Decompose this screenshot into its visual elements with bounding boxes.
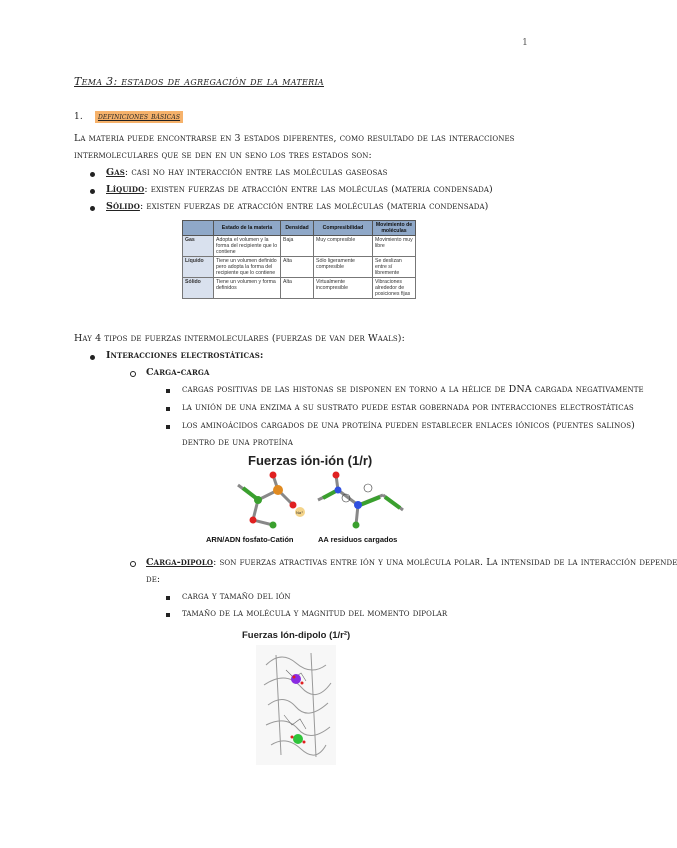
bullet-icon xyxy=(90,206,95,211)
subsection-label: Carga-dipolo xyxy=(146,557,214,568)
table-row xyxy=(183,278,416,299)
table-row xyxy=(183,236,416,257)
table-cell: Muy compresible xyxy=(314,236,373,257)
molecule-figure-ion-ion xyxy=(218,470,418,532)
subsection-label: Carga-carga xyxy=(146,367,210,378)
state-term: Sólido xyxy=(106,201,140,212)
state-text: : casi no hay interacción entre las moléculas gaseosas xyxy=(124,167,388,178)
table-header: Densidad xyxy=(281,221,314,236)
table-header: Compresibilidad xyxy=(314,221,373,236)
states-table xyxy=(182,220,416,299)
page-title: Tema 3: estados de agregación de la materia xyxy=(74,75,324,88)
table-cell: Alta xyxy=(281,278,314,299)
square-bullet-icon xyxy=(166,407,170,411)
figure-title: Fuerzas ión-ión (1/r) xyxy=(248,453,373,468)
figure-caption-left: ARN/ADN fosfato-Catión xyxy=(206,535,294,544)
bullet-icon xyxy=(90,172,95,177)
square-bullet-icon xyxy=(166,596,170,600)
circle-bullet-icon xyxy=(130,371,136,377)
bullet-icon xyxy=(90,189,95,194)
table-row xyxy=(183,257,416,278)
table-cell: Baja xyxy=(281,236,314,257)
table-cell: Vibraciones alrededor de posiciones fijas xyxy=(373,278,416,299)
bullet-icon xyxy=(90,355,95,360)
square-bullet-icon xyxy=(166,425,170,429)
table-cell: Alta xyxy=(281,257,314,278)
table-cell: Sólido xyxy=(183,278,214,299)
figure-title: Fuerzas Ión-dipolo (1/r²) xyxy=(242,630,351,641)
table-header xyxy=(183,221,214,236)
table-cell: Gas xyxy=(183,236,214,257)
section-number: 1. xyxy=(74,112,83,122)
table-header-row xyxy=(183,221,416,236)
state-text: : existen fuerzas de atracción entre las moléculas (materia condensada) xyxy=(139,201,489,212)
table-cell: Sólo ligeramente compresible xyxy=(314,257,373,278)
table-cell: Movimiento muy libre xyxy=(373,236,416,257)
page-number: 1 xyxy=(522,38,528,48)
table-header: Movimiento de moléculas xyxy=(373,221,416,236)
ion-label: Na⁺ xyxy=(296,510,304,515)
square-bullet-icon xyxy=(166,389,170,393)
table-cell: Tiene un volumen y forma definidos xyxy=(214,278,281,299)
forces-intro: Hay 4 tipos de fuerzas intermoleculares (fuerzas de van der Waals): xyxy=(74,333,405,344)
state-term: Gas xyxy=(106,167,125,178)
section-label: definiciones básicas xyxy=(95,111,183,123)
table-cell: Virtualmente incompresible xyxy=(314,278,373,299)
section-heading xyxy=(74,112,183,122)
subsection-text-continuation: de: xyxy=(146,574,161,585)
state-text: : existen fuerzas de atracción entre las moléculas (materia condensada) xyxy=(144,184,493,195)
square-bullet-icon xyxy=(166,613,170,617)
figure-caption-right: AA residuos cargados xyxy=(318,535,398,544)
table-cell: Adopta el volumen y la forma del recipiente que lo contiene xyxy=(214,236,281,257)
protein-structure-figure xyxy=(256,645,336,765)
list-item-continuation: dentro de una proteína xyxy=(182,437,294,448)
state-term: Líquido xyxy=(106,184,145,195)
table-cell: Líquido xyxy=(183,257,214,278)
circle-bullet-icon xyxy=(130,561,136,567)
table-cell: Tiene un volumen definido pero adopta la forma del recipiente que lo contiene xyxy=(214,257,281,278)
table-cell: Se deslizan entre sí libremente xyxy=(373,257,416,278)
force-type-label: Interacciones electrostáticas: xyxy=(106,350,264,361)
subsection-text: : son fuerzas atractivas entre ión y una molécula polar. La intensidad de la interacción depende xyxy=(213,557,677,568)
intro-paragraph: La materia puede encontrarse en 3 estados diferentes, como resultado de las interacciones intermoleculares que se den en un seno los tres estados son: xyxy=(74,133,515,161)
table-header: Estado de la materia xyxy=(214,221,281,236)
